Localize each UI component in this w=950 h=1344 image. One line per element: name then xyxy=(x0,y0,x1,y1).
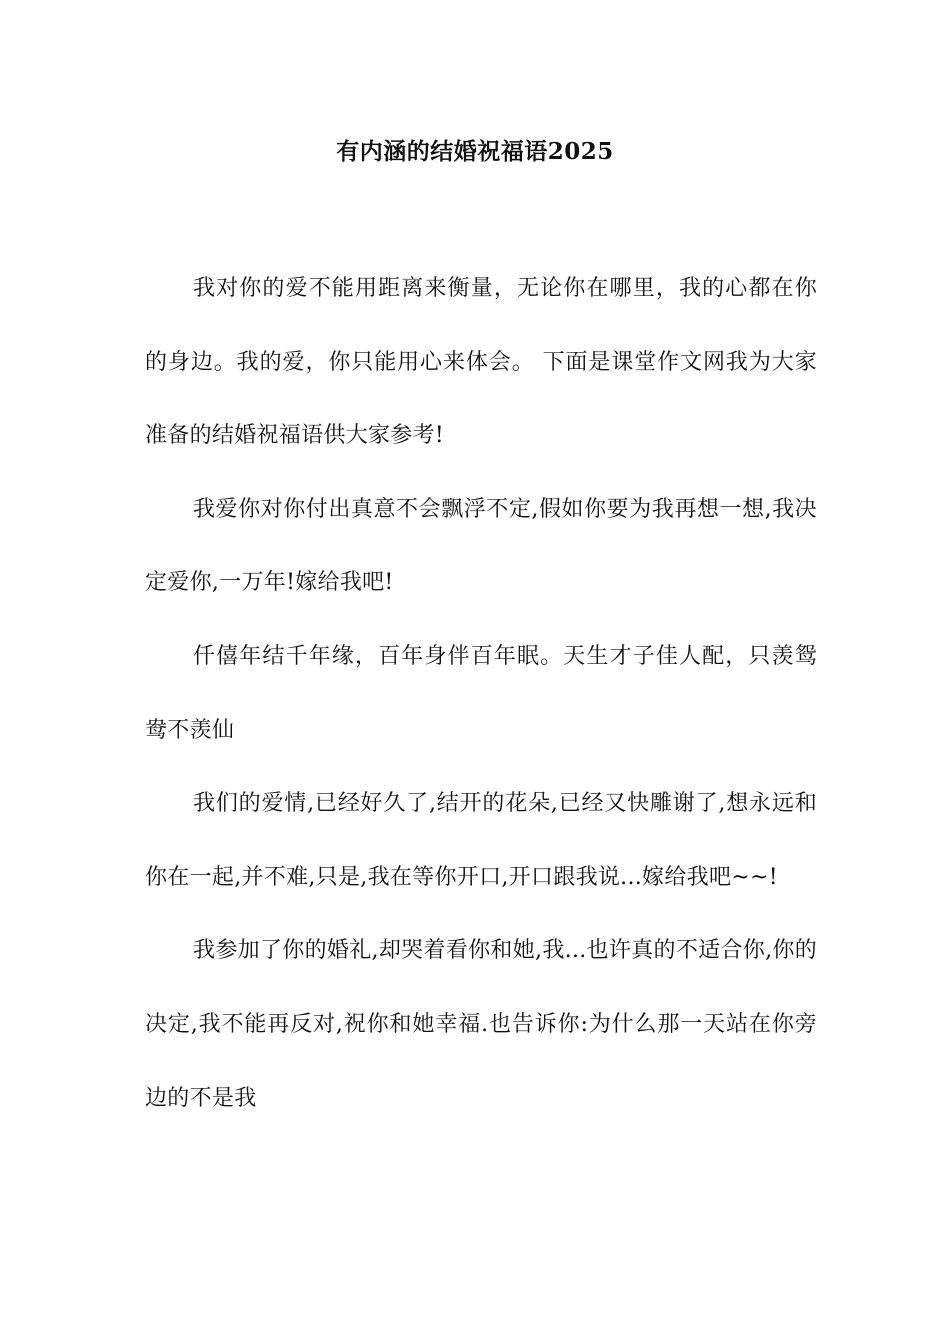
document-title: 有内涵的结婚祝福语2025 xyxy=(336,138,614,165)
document-body xyxy=(145,252,817,1135)
paragraph: 我对你的爱不能用距离来衡量，无论你在哪里，我的心都在你的身边。我的爱，你只能用心来体会。 下面是课堂作文网我为大家准备的结婚祝福语供大家参考! xyxy=(145,276,817,449)
paragraph: 我爱你对你付出真意不会飘浮不定,假如你要为我再想一想,我决定爱你,一万年!嫁给我吧! xyxy=(145,496,817,596)
paragraph: 我们的爱情,已经好久了,结开的花朵,已经又快雕谢了,想永远和你在一起,并不难,只是,我在等你开口,开口跟我说...嫁给我吧~~! xyxy=(145,791,817,890)
paragraph: 我参加了你的婚礼,却哭着看你和她,我...也许真的不适合你,你的决定,我不能再反对,祝你和她幸福.也告诉你:为什么那一天站在你旁边的不是我 xyxy=(145,938,817,1111)
paragraph: 仟僖年结千年缘，百年身伴百年眠。天生才子佳人配，只羡鸳鸯不羡仙 xyxy=(145,643,817,743)
